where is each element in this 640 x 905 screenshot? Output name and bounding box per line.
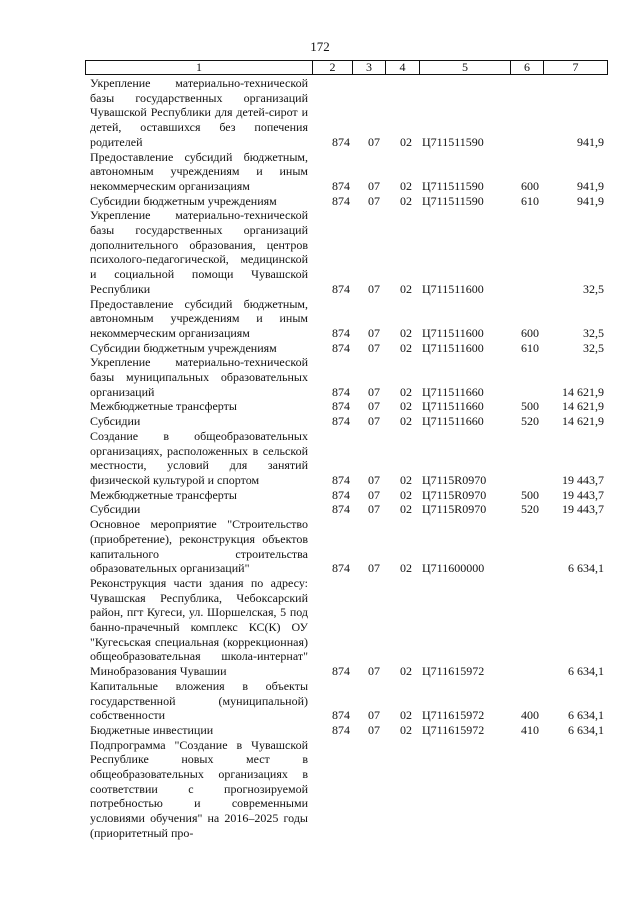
row-name: Субсидии бюджетным учреждениям [90, 193, 277, 208]
row-name: Межбюджетные трансферты [90, 487, 237, 502]
cell-col4: 02 [400, 134, 412, 149]
cell-col2: 874 [332, 340, 350, 355]
cell-col2: 874 [332, 722, 350, 737]
cell-col7: 19 443,7 [562, 502, 604, 517]
row-name: Бюджетные инвестиции [90, 722, 214, 737]
table-row [85, 738, 607, 841]
cell-col2: 874 [332, 664, 350, 679]
table-row [85, 399, 607, 414]
cell-col2: 874 [332, 325, 350, 340]
cell-col5: Ц711511660 [422, 414, 484, 429]
cell-col6: 520 [521, 502, 539, 517]
table-row [85, 517, 607, 576]
cell-col4: 02 [400, 193, 412, 208]
cell-col3: 07 [368, 134, 380, 149]
cell-col3: 07 [368, 472, 380, 487]
cell-col5: Ц711600000 [422, 561, 485, 576]
cell-col3: 07 [368, 193, 380, 208]
cell-col3: 07 [368, 325, 380, 340]
cell-col5: Ц711511600 [422, 281, 484, 296]
cell-col7: 14 621,9 [562, 384, 604, 399]
cell-col3: 07 [368, 399, 380, 414]
cell-col3: 07 [368, 340, 380, 355]
table-row [85, 208, 607, 296]
cell-col7: 19 443,7 [562, 472, 604, 487]
cell-col2: 874 [332, 178, 350, 193]
cell-col3: 07 [368, 664, 380, 679]
column-header-6: 6 [511, 61, 544, 75]
table-row [85, 723, 607, 738]
cell-col3: 07 [368, 487, 380, 502]
cell-col4: 02 [400, 340, 412, 355]
row-name: Капитальные вложения в объекты государственной (муниципальной) собственности [90, 678, 308, 723]
cell-col4: 02 [400, 281, 412, 296]
cell-col7: 6 634,1 [568, 664, 604, 679]
cell-col7: 14 621,9 [562, 414, 604, 429]
cell-col2: 874 [332, 502, 350, 517]
cell-col7: 32,5 [583, 281, 604, 296]
cell-col7: 6 634,1 [568, 708, 604, 723]
row-name: Субсидии [90, 414, 141, 429]
row-name: Создание в общеобразовательных организациях, расположенных в сельской местности, условий для занятий физической культурой и спортом [90, 428, 308, 487]
row-name: Укрепление материально-технической базы государственных организаций дополнительного образования, центров психолого-педагогической, медицинской и социальной помощи Чувашской Республики [90, 208, 308, 296]
cell-col4: 02 [400, 561, 412, 576]
cell-col4: 02 [400, 414, 412, 429]
cell-col6: 610 [521, 193, 539, 208]
cell-col2: 874 [332, 708, 350, 723]
row-name: Субсидии [90, 502, 141, 517]
cell-col4: 02 [400, 325, 412, 340]
cell-col7: 14 621,9 [562, 399, 604, 414]
cell-col7: 941,9 [577, 178, 604, 193]
column-header-4: 4 [386, 61, 420, 75]
row-name: Предоставление субсидий бюджетным, автономным учреждениям и иным некоммерческим организациям [90, 296, 308, 340]
table-row [85, 488, 607, 503]
cell-col6: 600 [521, 178, 539, 193]
row-name: Предоставление субсидий бюджетным, автономным учреждениям и иным некоммерческим организациям [90, 149, 308, 193]
cell-col2: 874 [332, 472, 350, 487]
row-name: Подпрограмма "Создание в Чувашской Республике новых мест в общеобразовательных организациях в соответствии с прогнозируемой потребностью и современными условиями обучения" на 2016–2025 годы (приоритетный про- [90, 737, 308, 840]
cell-col2: 874 [332, 487, 350, 502]
row-name: Межбюджетные трансферты [90, 399, 237, 414]
cell-col7: 32,5 [583, 340, 604, 355]
column-header-3: 3 [353, 61, 386, 75]
cell-col2: 874 [332, 561, 350, 576]
table-body [85, 76, 607, 841]
cell-col6: 410 [521, 722, 539, 737]
cell-col3: 07 [368, 178, 380, 193]
cell-col6: 520 [521, 414, 539, 429]
cell-col5: Ц711511660 [422, 384, 484, 399]
page-number: 172 [310, 39, 330, 54]
cell-col4: 02 [400, 722, 412, 737]
cell-col6: 500 [521, 399, 539, 414]
cell-col7: 6 634,1 [568, 561, 604, 576]
cell-col7: 6 634,1 [568, 722, 604, 737]
cell-col5: Ц711511590 [422, 134, 484, 149]
row-name: Укрепление материально-технической базы государственных организаций Чувашской Республики для детей-сирот и детей, оставшихся без попечения родителей [90, 76, 308, 149]
cell-col2: 874 [332, 193, 350, 208]
cell-col3: 07 [368, 414, 380, 429]
cell-col5: Ц711511600 [422, 340, 484, 355]
table-row [85, 150, 607, 194]
cell-col4: 02 [400, 664, 412, 679]
cell-col4: 02 [400, 502, 412, 517]
cell-col4: 02 [400, 178, 412, 193]
cell-col5: Ц7115R0970 [422, 472, 487, 487]
cell-col5: Ц711511590 [422, 193, 484, 208]
cell-col4: 02 [400, 399, 412, 414]
table-row [85, 502, 607, 517]
cell-col3: 07 [368, 722, 380, 737]
cell-col7: 941,9 [577, 193, 604, 208]
table-row [85, 341, 607, 356]
column-header-5: 5 [420, 61, 511, 75]
table-row [85, 297, 607, 341]
cell-col2: 874 [332, 399, 350, 414]
cell-col5: Ц7115R0970 [422, 502, 487, 517]
cell-col6: 400 [521, 708, 539, 723]
cell-col3: 07 [368, 281, 380, 296]
row-name: Основное мероприятие "Строительство (приобретение), реконструкция объектов капитального строительства образовательных организаций" [90, 517, 308, 576]
table-row [85, 194, 607, 209]
table-header [85, 60, 608, 75]
cell-col6: 600 [521, 325, 539, 340]
row-name: Укрепление материально-технической базы муниципальных образовательных организаций [90, 355, 308, 399]
column-header-7: 7 [544, 61, 608, 75]
table-row [85, 414, 607, 429]
cell-col2: 874 [332, 281, 350, 296]
row-name: Реконструкция части здания по адресу: Чувашская Республика, Чебоксарский район, пгт Кугеси, ул. Шоршелская, 5 под банно-прачечный комплекс КС(К) ОУ "Кугесьская специальная (коррекционная) общеобразовательная школа-интернат" Минобразования Чувашии [90, 575, 308, 679]
table-row [85, 355, 607, 399]
cell-col5: Ц711511660 [422, 399, 484, 414]
cell-col5: Ц711615972 [422, 722, 485, 737]
cell-col4: 02 [400, 472, 412, 487]
cell-col2: 874 [332, 384, 350, 399]
cell-col6: 500 [521, 487, 539, 502]
cell-col5: Ц711511600 [422, 325, 484, 340]
table-row [85, 679, 607, 723]
table-row [85, 429, 607, 488]
table-row [85, 76, 607, 150]
cell-col2: 874 [332, 134, 350, 149]
cell-col5: Ц711615972 [422, 708, 485, 723]
cell-col5: Ц711615972 [422, 664, 485, 679]
cell-col3: 07 [368, 708, 380, 723]
table-row [85, 576, 607, 679]
cell-col3: 07 [368, 384, 380, 399]
cell-col3: 07 [368, 502, 380, 517]
cell-col7: 19 443,7 [562, 487, 604, 502]
cell-col7: 941,9 [577, 134, 604, 149]
cell-col5: Ц7115R0970 [422, 487, 487, 502]
cell-col5: Ц711511590 [422, 178, 484, 193]
cell-col4: 02 [400, 487, 412, 502]
cell-col2: 874 [332, 414, 350, 429]
cell-col4: 02 [400, 708, 412, 723]
cell-col4: 02 [400, 384, 412, 399]
cell-col3: 07 [368, 561, 380, 576]
column-header-2: 2 [313, 61, 353, 75]
cell-col7: 32,5 [583, 325, 604, 340]
cell-col6: 610 [521, 340, 539, 355]
row-name: Субсидии бюджетным учреждениям [90, 340, 277, 355]
column-header-1: 1 [86, 61, 313, 75]
